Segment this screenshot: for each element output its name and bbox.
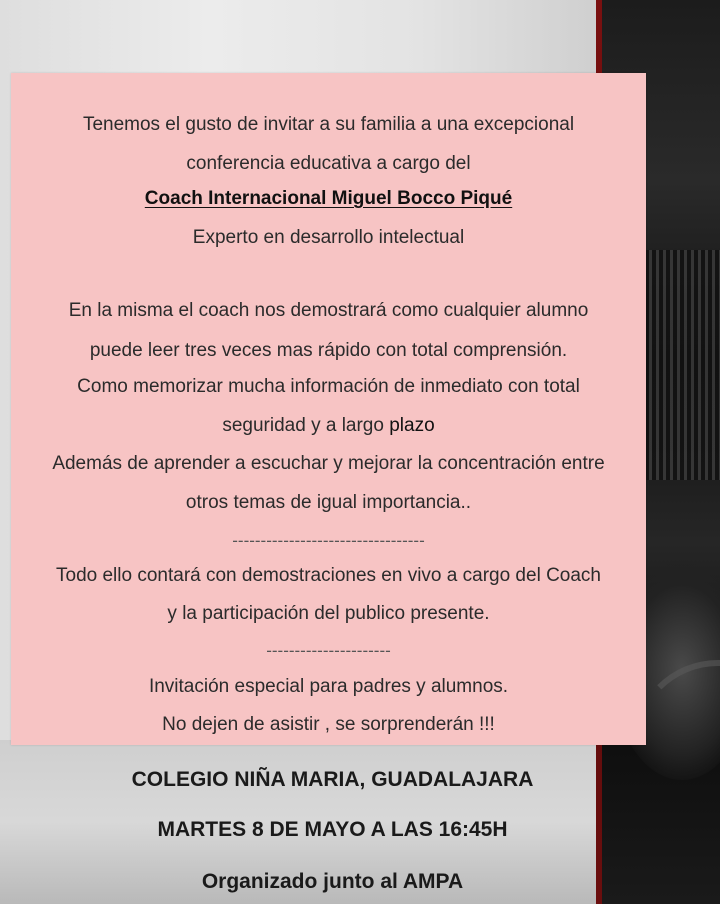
invitation-line-5: En la misma el coach nos demostrará como cualquier alumno bbox=[68, 300, 589, 321]
separator-1: ---------------------------------- bbox=[232, 531, 425, 550]
invitation-line-13: y la participación del publico presente. bbox=[167, 603, 490, 624]
invitation-line-1: Tenemos el gusto de invitar a su familia a una excepcional bbox=[82, 114, 575, 135]
coach-name: Coach Internacional Miguel Bocco Piqué bbox=[144, 188, 513, 209]
invitation-line-2: conferencia educativa a cargo del bbox=[186, 153, 471, 174]
invitation-line-8 bbox=[11, 414, 646, 438]
invitation-line-9: Además de aprender a escuchar y mejorar la concentración entre bbox=[52, 453, 605, 474]
invitation-line-6: puede leer tres veces mas rápido con total comprensión. bbox=[89, 340, 568, 361]
organizer: Organizado junto al AMPA bbox=[201, 870, 464, 893]
event-date: MARTES 8 DE MAYO A LAS 16:45H bbox=[157, 818, 508, 841]
invitation-line-12: Todo ello contará con demostraciones en vivo a cargo del Coach bbox=[56, 565, 601, 586]
invitation-line-10: otros temas de igual importancia.. bbox=[185, 492, 472, 513]
coach-title: Experto en desarrollo intelectual bbox=[192, 227, 465, 248]
invitation-line-15: Invitación especial para padres y alumnos. bbox=[148, 676, 509, 697]
invitation-line-8-text: seguridad y a largo bbox=[222, 415, 390, 436]
invitation-card bbox=[11, 73, 646, 745]
invitation-line-8-emphasis: plazo bbox=[389, 415, 435, 436]
school-name: COLEGIO NIÑA MARIA, GUADALAJARA bbox=[131, 768, 534, 791]
panel-stripes bbox=[642, 250, 720, 480]
invitation-line-16: No dejen de asistir , se sorprenderán !!! bbox=[162, 714, 495, 735]
invitation-line-7: Como memorizar mucha información de inmediato con total bbox=[77, 376, 580, 397]
separator-2: ---------------------- bbox=[266, 641, 391, 660]
